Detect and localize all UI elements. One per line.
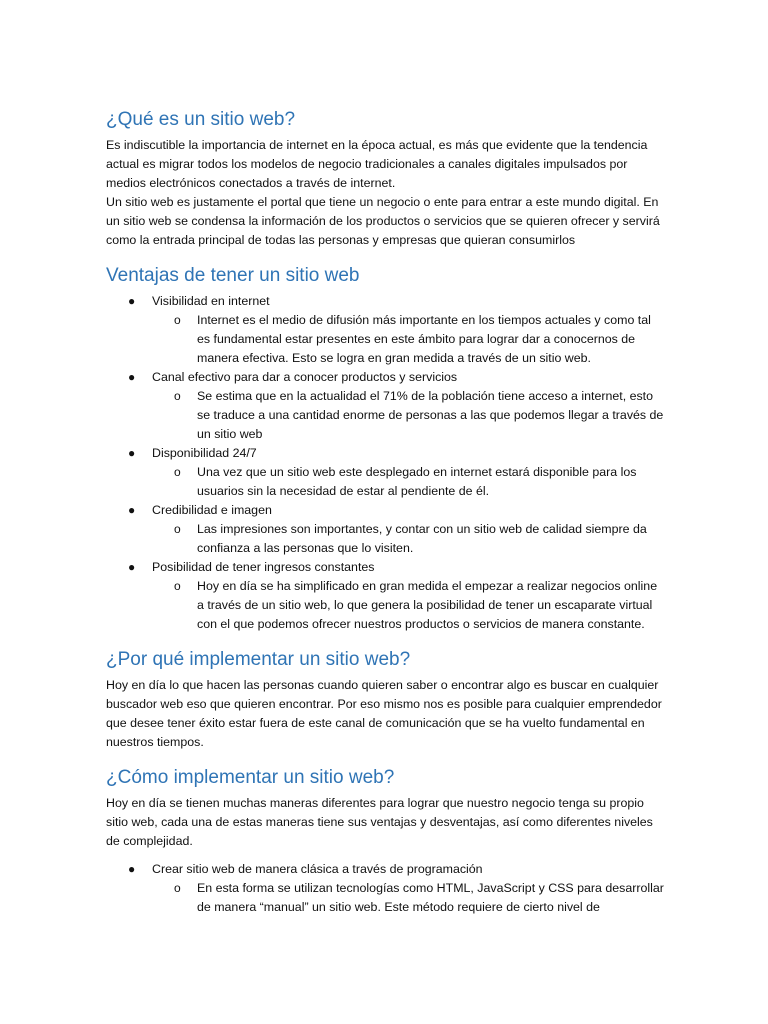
- sub-list-item: [174, 311, 666, 368]
- circle-bullet-icon: o: [174, 881, 181, 895]
- advantages-list: [106, 292, 666, 634]
- sub-list: [152, 311, 666, 368]
- sub-list-item-text: En esta forma se utilizan tecnologías como HTML, JavaScript y CSS para desarrollar de manera “manual” un sitio web. Este método requiere de cierto nivel de: [197, 881, 664, 914]
- paragraph: Hoy en día lo que hacen las personas cuando quieren saber o encontrar algo es buscar en cualquier buscador web eso que quieren encontrar. Por eso mismo nos es posible para cualquier emprendedor que desee tener éxito estar fuera de este canal de comunicación que se ha vuelto fundamental en nuestros tiempos.: [106, 678, 662, 749]
- sub-list-item: [174, 387, 666, 444]
- bullet-icon: ●: [128, 503, 136, 517]
- circle-bullet-icon: o: [174, 579, 181, 593]
- section-por-que: [106, 648, 666, 752]
- list-item-label: Disponibilidad 24/7: [152, 446, 257, 460]
- list-item: [106, 444, 666, 501]
- sub-list: [152, 520, 666, 558]
- list-item-label: Canal efectivo para dar a conocer productos y servicios: [152, 370, 458, 384]
- section-heading: ¿Cómo implementar un sitio web?: [106, 767, 395, 788]
- methods-list: [106, 860, 666, 917]
- list-item: [106, 501, 666, 558]
- circle-bullet-icon: o: [174, 389, 181, 403]
- bullet-icon: ●: [128, 560, 136, 574]
- sub-list-item-text: Se estima que en la actualidad el 71% de la población tiene acceso a internet, esto se traduce a una cantidad enorme de personas a las que podemos llegar a través de un sitio web: [197, 389, 664, 441]
- sub-list-item: [174, 520, 666, 558]
- sub-list-item-text: Una vez que un sitio web este desplegado en internet estará disponible para los usuarios sin la necesidad de estar al pendiente de él.: [197, 465, 637, 498]
- bullet-icon: ●: [128, 446, 136, 460]
- sub-list-item-text: Las impresiones son importantes, y contar con un sitio web de calidad siempre da confianza a las personas que lo visiten.: [197, 522, 647, 555]
- sub-list-item-text: Hoy en día se ha simplificado en gran medida el empezar a realizar negocios online a través de un sitio web, lo que genera la posibilidad de tener un escaparate virtual con el que podemos ofrecer nuestros productos o servicios de manera constante.: [197, 579, 658, 631]
- sub-list-item-text: Internet es el medio de difusión más importante en los tiempos actuales y como tal es fundamental estar presentes en este ámbito para lograr dar a conocernos de manera efectiva. Esto se logra en gran medida a través de un sitio web.: [197, 313, 651, 365]
- spacer: [106, 851, 666, 860]
- circle-bullet-icon: o: [174, 313, 181, 327]
- list-item-label: Visibilidad en internet: [152, 294, 270, 308]
- paragraph: Es indiscutible la importancia de internet en la época actual, es más que evidente que la tendencia actual es migrar todos los modelos de negocio tradicionales a canales digitales impulsados por medios electrónicos conectados a través de internet.: [106, 138, 648, 190]
- document-content: [106, 108, 666, 931]
- list-item: [106, 368, 666, 444]
- sub-list: [152, 879, 666, 917]
- paragraph: Un sitio web es justamente el portal que tiene un negocio o ente para entrar a este mundo digital. En un sitio web se condensa la información de los productos o servicios que se quieren ofrecer y servirá como la entrada principal de todas las personas y empresas que quieran consumirlos: [106, 195, 660, 247]
- sub-list: [152, 577, 666, 634]
- sub-list: [152, 463, 666, 501]
- list-item-label: Crear sitio web de manera clásica a través de programación: [152, 862, 483, 876]
- paragraph: Hoy en día se tienen muchas maneras diferentes para lograr que nuestro negocio tenga su propio sitio web, cada una de estas maneras tiene sus ventajas y desventajas, así como diferentes niveles de complejidad.: [106, 796, 653, 848]
- section-heading: Ventajas de tener un sitio web: [106, 265, 360, 286]
- section-que-es: [106, 108, 666, 250]
- list-item: [106, 860, 666, 917]
- sub-list-item: [174, 577, 666, 634]
- sub-list-item: [174, 879, 666, 917]
- list-item: [106, 558, 666, 634]
- bullet-icon: ●: [128, 294, 136, 308]
- sub-list: [152, 387, 666, 444]
- list-item-label: Credibilidad e imagen: [152, 503, 272, 517]
- section-ventajas: [106, 264, 666, 634]
- list-item-label: Posibilidad de tener ingresos constantes: [152, 560, 375, 574]
- circle-bullet-icon: o: [174, 522, 181, 536]
- sub-list-item: [174, 463, 666, 501]
- section-como: [106, 766, 666, 917]
- bullet-icon: ●: [128, 862, 136, 876]
- circle-bullet-icon: o: [174, 465, 181, 479]
- section-heading: ¿Por qué implementar un sitio web?: [106, 649, 411, 670]
- bullet-icon: ●: [128, 370, 136, 384]
- section-heading: ¿Qué es un sitio web?: [106, 109, 296, 130]
- list-item: [106, 292, 666, 368]
